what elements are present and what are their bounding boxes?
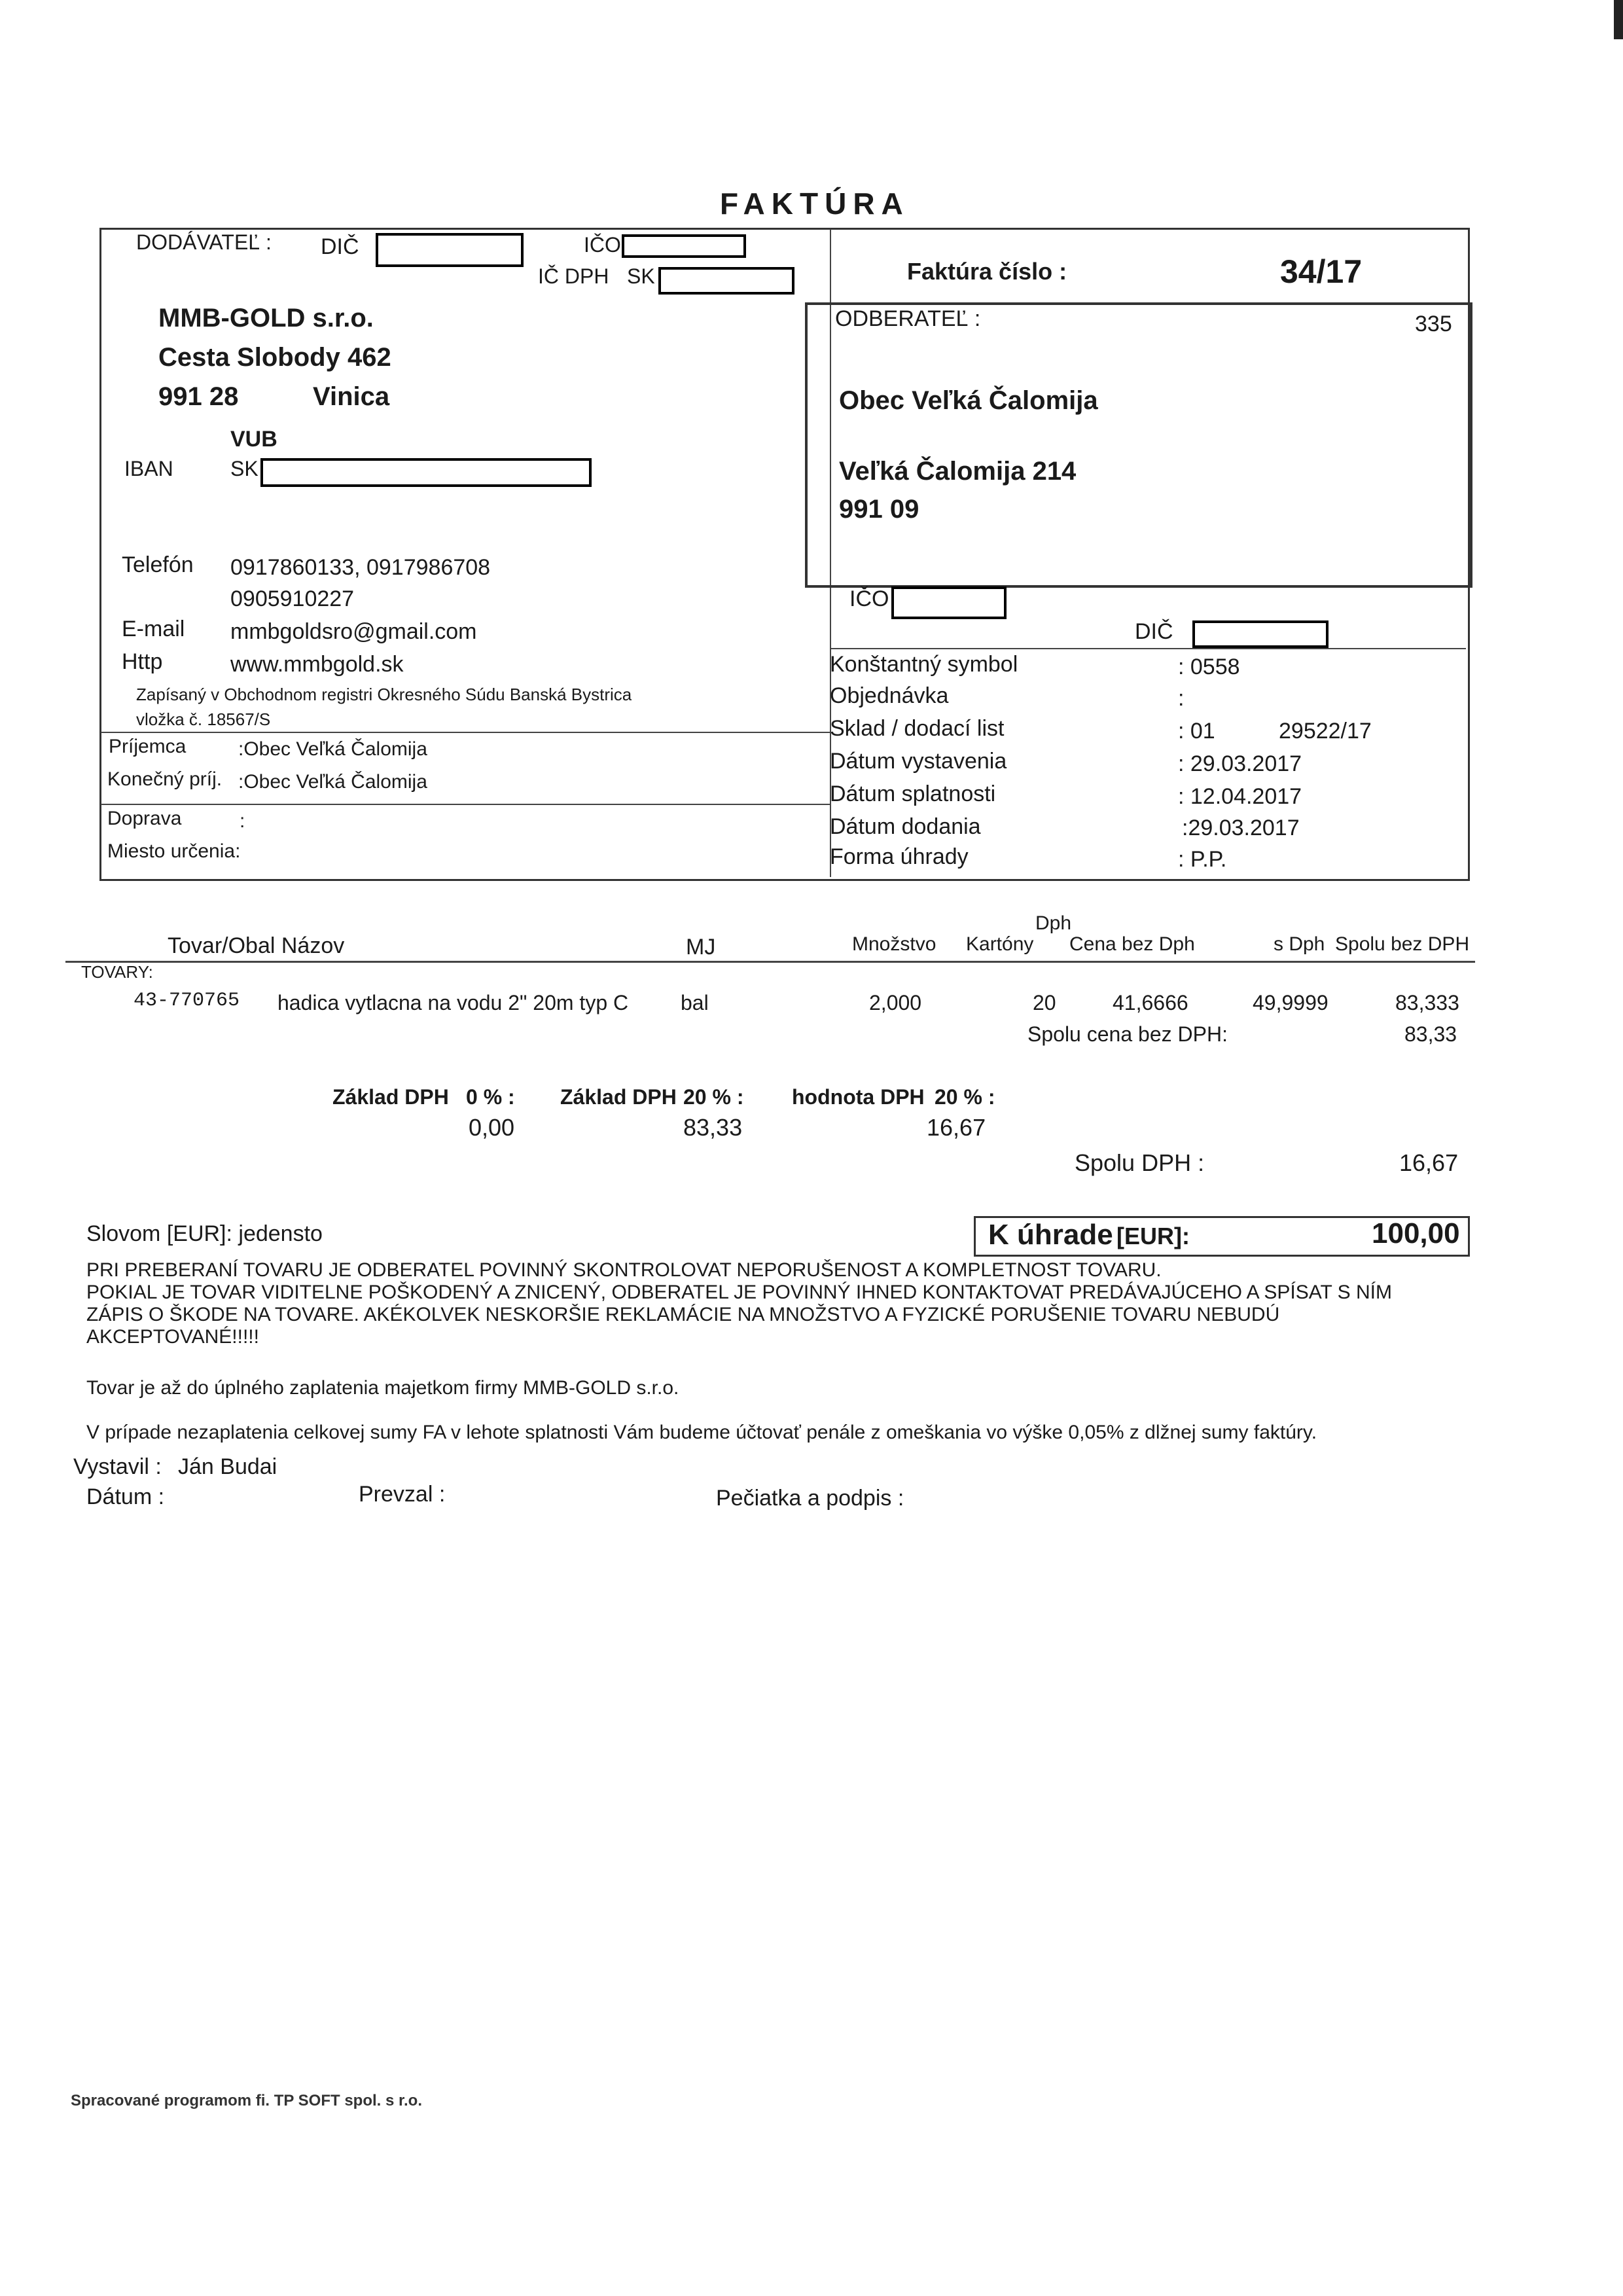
vat-total-label: Spolu DPH :: [1075, 1149, 1205, 1176]
notice-line: POKIAL JE TOVAR VIDITELNE POŠKODENÝ A ZNICENÝ, ODBERATEL JE POVINNÝ IHNED KONTAKTOVAT PREDÁVAJÚCEHO A SPÍSAT S NÍM: [86, 1282, 1392, 1303]
detail-value-secondary: 29522/17: [1279, 719, 1372, 744]
customer-zip: 991 09: [839, 495, 919, 524]
phone-1: 0917860133, 0917986708: [230, 555, 491, 580]
register-line-1: Zapísaný v Obchodnom registri Okresného Súdu Banská Bystrica: [136, 685, 632, 704]
customer-dic-label: DIČ: [1135, 619, 1173, 644]
supplier-street: Cesta Slobody 462: [158, 343, 391, 372]
miesto-label: Miesto určenia:: [107, 840, 241, 862]
subtotal-label: Spolu cena bez DPH:: [1027, 1022, 1228, 1046]
details-top-line: [830, 648, 1466, 649]
subtotal-value: 83,33: [1404, 1022, 1457, 1046]
software-footer: Spracované programom fi. TP SOFT spol. s r.o.: [71, 2092, 423, 2109]
supplier-icdph-prefix: SK: [627, 264, 655, 288]
supplier-ico-label: IČO: [584, 233, 621, 257]
detail-value: :: [1178, 686, 1185, 711]
received-label: Prevzal :: [359, 1482, 446, 1507]
detail-label: Dátum dodania: [830, 814, 981, 839]
detail-value: : 0558: [1178, 655, 1240, 679]
col-price: Cena bez Dph: [1069, 933, 1195, 955]
notice-line: PRI PREBERANÍ TOVARU JE ODBERATEL POVINNÝ SKONTROLOVAT NEPORUŠENOST A KOMPLETNOST TOVARU.: [86, 1259, 1162, 1281]
document-title: FAKTÚRA: [720, 187, 910, 221]
col-dph-top: Dph: [1035, 912, 1072, 934]
vat20-rate: 20 % :: [935, 1085, 995, 1109]
col-price-vat: s Dph: [1274, 933, 1325, 955]
iban-label: IBAN: [124, 457, 173, 480]
detail-value: :29.03.2017: [1182, 816, 1300, 840]
transport-top-line: [101, 804, 830, 805]
detail-value: : P.P.: [1178, 847, 1227, 872]
detail-label: Sklad / dodací list: [830, 716, 1005, 741]
customer-label: ODBERATEĽ :: [835, 306, 981, 331]
supplier-icdph-redaction: [658, 267, 794, 295]
scan-edge-mark: [1614, 0, 1623, 39]
prijemca-label: Príjemca: [109, 736, 187, 757]
detail-value: : 29.03.2017: [1178, 751, 1302, 776]
issued-by-name: Ján Budai: [178, 1454, 277, 1479]
item-total: 83,333: [1395, 991, 1459, 1014]
item-qty: 2,000: [869, 991, 922, 1014]
item-code: 43-770765: [134, 990, 240, 1012]
supplier-dic-redaction: [376, 233, 524, 267]
notice-line: AKCEPTOVANÉ!!!!!: [86, 1326, 259, 1348]
konecny-label: Konečný príj.: [107, 768, 223, 790]
notice-line: ZÁPIS O ŠKODE NA TOVARE. AKÉKOLVEK NESKORŠIE REKLAMÁCIE NA MNOŽSTVO A FYZICKÉ PORUŠENIE TOVARU NEBUDÚ: [86, 1304, 1280, 1325]
issued-by-label: Vystavil :: [73, 1454, 162, 1479]
item-price: 41,6666: [1113, 991, 1188, 1014]
detail-value: : 12.04.2017: [1178, 784, 1302, 809]
vat-base20-value: 83,33: [683, 1114, 743, 1141]
item-name: hadica vytlacna na vodu 2" 20m typ C: [277, 991, 629, 1014]
item-mj: bal: [681, 991, 709, 1014]
vat-base0-rate: 0 % :: [466, 1085, 515, 1109]
detail-label: Forma úhrady: [830, 844, 969, 869]
payable-unit: [EUR]:: [1116, 1223, 1190, 1249]
customer-ico-label: IČO: [849, 586, 889, 611]
vat-base0-value: 0,00: [469, 1114, 515, 1141]
doprava-label: Doprava: [107, 808, 182, 829]
invoice-number-label: Faktúra číslo :: [907, 258, 1067, 285]
iban-prefix: SK: [230, 457, 259, 480]
payable-label: K úhrade: [988, 1219, 1113, 1251]
recipient-top-line: [101, 732, 830, 733]
customer-code: 335: [1415, 312, 1452, 336]
col-mj: MJ: [686, 935, 716, 960]
detail-label: Dátum splatnosti: [830, 781, 996, 806]
items-group-label: TOVARY:: [81, 962, 153, 982]
doprava-value: :: [240, 810, 245, 832]
detail-label: Konštantný symbol: [830, 652, 1018, 677]
vat-base20-rate: 20 % :: [683, 1085, 744, 1109]
supplier-icdph-label: IČ DPH: [538, 264, 609, 288]
vat20-label: hodnota DPH: [792, 1085, 925, 1109]
supplier-name: MMB-GOLD s.r.o.: [158, 304, 374, 332]
detail-label: Dátum vystavenia: [830, 749, 1007, 774]
penalty-note: V prípade nezaplatenia celkovej sumy FA v lehote splatnosti Vám budeme účtovať penále z omeškania vo výške 0,05% z dlžnej sumy faktúry.: [86, 1422, 1317, 1443]
ownership-note: Tovar je až do úplného zaplatenia majetkom firmy MMB-GOLD s.r.o.: [86, 1377, 679, 1399]
customer-ico-redaction: [891, 586, 1007, 619]
items-header-line: [65, 961, 1475, 963]
col-qty: Množstvo: [852, 933, 936, 955]
phone-label: Telefón: [122, 552, 194, 577]
supplier-dic-label: DIČ: [321, 234, 359, 259]
item-price-vat: 49,9999: [1253, 991, 1329, 1014]
col-name: Tovar/Obal Názov: [168, 933, 345, 958]
supplier-city: Vinica: [313, 382, 390, 411]
payable-value: 100,00: [1372, 1217, 1460, 1249]
customer-dic-redaction: [1192, 620, 1329, 648]
stamp-label: Pečiatka a podpis :: [716, 1486, 904, 1511]
supplier-bank: VUB: [230, 427, 277, 452]
vat-total-value: 16,67: [1399, 1149, 1459, 1176]
customer-name: Obec Veľká Čalomija: [839, 386, 1098, 415]
amount-in-words: Slovom [EUR]: jedensto: [86, 1221, 323, 1246]
iban-redaction: [260, 458, 592, 487]
phone-2: 0905910227: [230, 586, 355, 611]
customer-box: [805, 302, 1472, 588]
email-label: E-mail: [122, 617, 185, 641]
http-label: Http: [122, 649, 163, 674]
invoice-number: 34/17: [1280, 253, 1363, 290]
supplier-zip: 991 28: [158, 382, 239, 411]
prijemca-value: :Obec Veľká Čalomija: [238, 738, 427, 760]
konecny-value: :Obec Veľká Čalomija: [238, 771, 427, 793]
detail-label: Objednávka: [830, 683, 949, 708]
item-cartons: 20: [1033, 991, 1056, 1014]
supplier-ico-redaction: [622, 234, 746, 258]
detail-value: : 01: [1178, 719, 1215, 744]
website-link[interactable]: www.mmbgold.sk: [230, 652, 404, 677]
col-total: Spolu bez DPH: [1335, 933, 1470, 955]
supplier-label: DODÁVATEĽ :: [136, 230, 272, 254]
register-line-2: vložka č. 18567/S: [136, 709, 271, 729]
customer-street: Veľká Čalomija 214: [839, 457, 1077, 486]
vat-base20-label: Základ DPH: [560, 1085, 677, 1109]
col-cartons: Kartóny: [966, 933, 1034, 955]
date-label: Dátum :: [86, 1484, 165, 1509]
vat-base0-label: Základ DPH: [332, 1085, 449, 1109]
vat20-value: 16,67: [927, 1114, 986, 1141]
email-link[interactable]: mmbgoldsro@gmail.com: [230, 619, 477, 644]
